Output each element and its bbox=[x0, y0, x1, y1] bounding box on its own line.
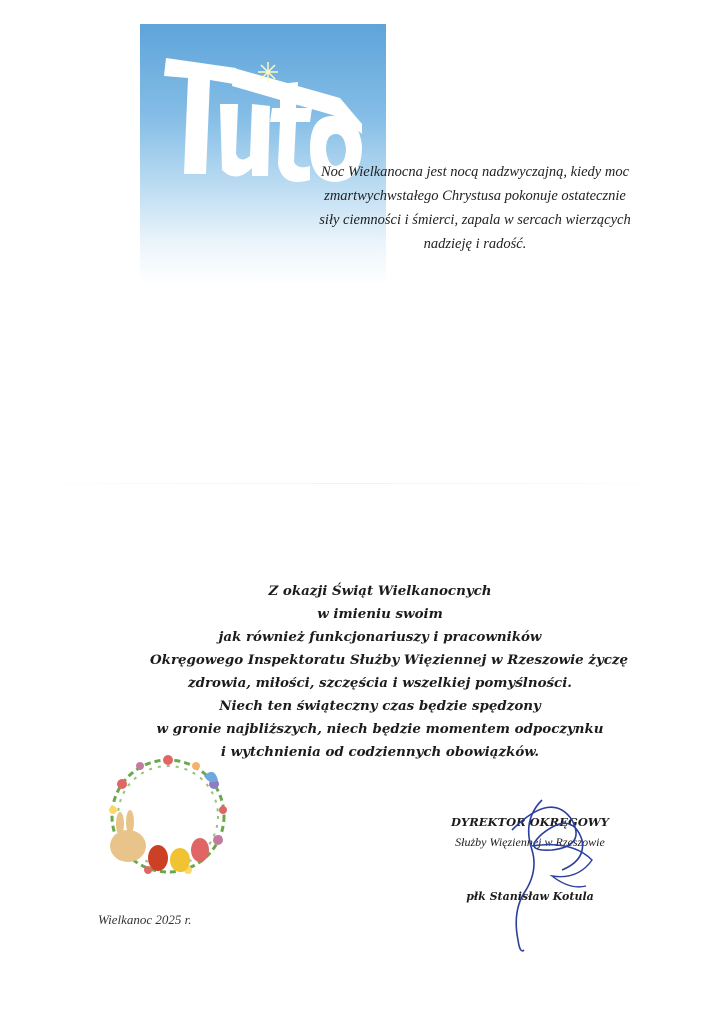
signature-title: DYREKTOR OKRĘGOWY bbox=[451, 815, 609, 829]
greeting-line: Okręgowego Inspektoratu Służby Więziennej w Rzeszowie życzę bbox=[150, 652, 629, 668]
quote-line: zmartwychwstałego Chrystusa pokonuje ostatecznie bbox=[324, 188, 626, 204]
easter-wreath-illustration bbox=[88, 740, 244, 890]
easter-quote bbox=[300, 160, 650, 256]
greeting-line: w imieniu swoim bbox=[317, 606, 443, 622]
handwritten-signature bbox=[482, 790, 602, 960]
card-fold-line bbox=[0, 483, 706, 484]
greeting-line: Niech ten świąteczny czas będzie spędzony bbox=[219, 698, 541, 714]
signature-subtitle: Służby Więziennej w Rzeszowie bbox=[455, 835, 605, 849]
date-label: Wielkanoc 2025 r. bbox=[98, 912, 192, 927]
greeting-line: i wytchnienia od codziennych obowiązków. bbox=[220, 744, 540, 760]
greeting-line: jak również funkcjonariuszy i pracowników bbox=[218, 629, 542, 645]
greeting-line: w gronie najbliższych, niech będzie momentem odpoczynku bbox=[156, 721, 604, 737]
quote-line: Noc Wielkanocna jest nocą nadzwyczajną, kiedy moc bbox=[320, 164, 630, 180]
greeting-line: Z okazji Świąt Wielkanocnych bbox=[268, 583, 492, 599]
quote-line: nadzieję i radość. bbox=[423, 236, 527, 252]
greeting-line: zdrowia, miłości, szczęścia i wszelkiej pomyślności. bbox=[188, 675, 572, 691]
signature-name: płk Stanisław Kotula bbox=[466, 890, 594, 903]
easter-greeting bbox=[150, 580, 629, 764]
quote-line: siły ciemności i śmierci, zapala w sercach wierzących bbox=[319, 212, 631, 228]
